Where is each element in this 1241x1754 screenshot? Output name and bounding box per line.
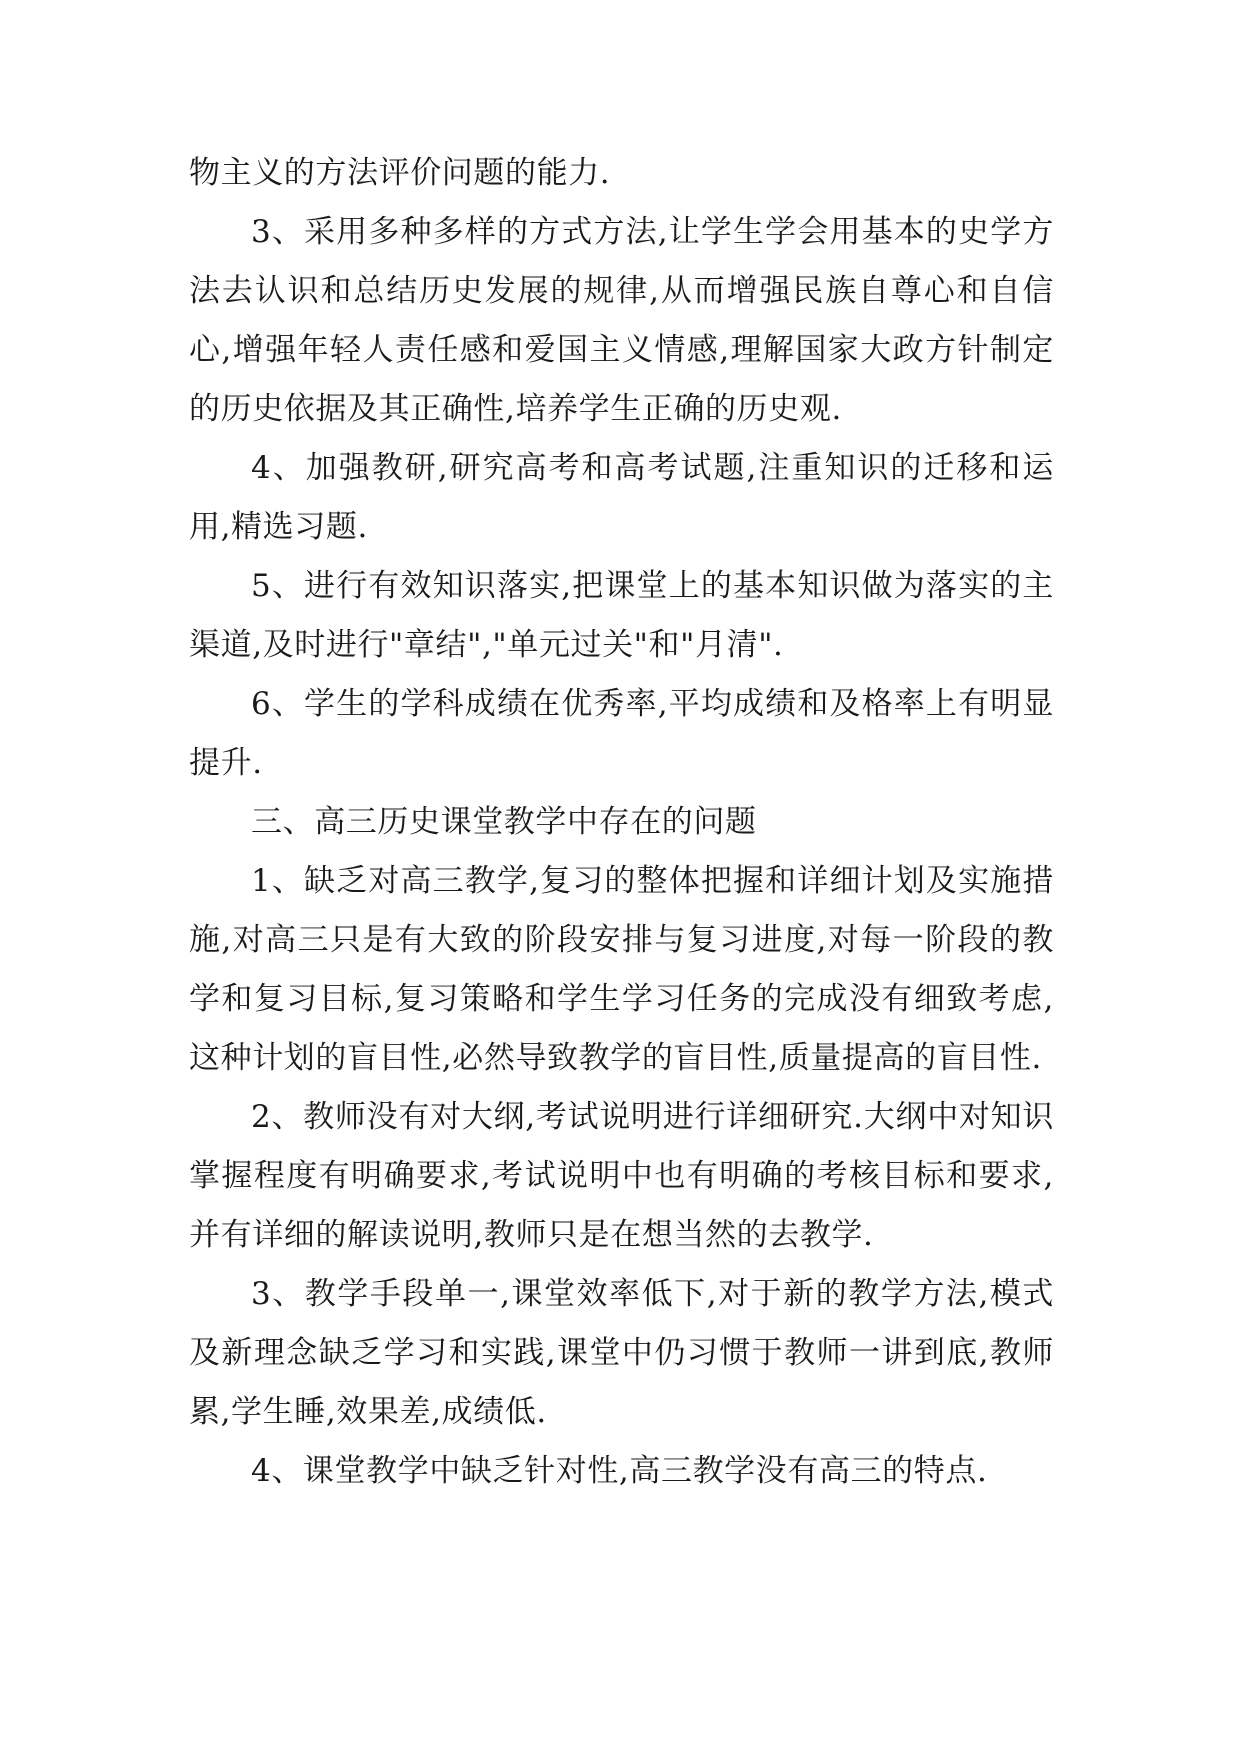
paragraph-problem-1: 1、缺乏对高三教学,复习的整体把握和详细计划及实施措施,对高三只是有大致的阶段安排与复习进度,对每一阶段的教学和复习目标,复习策略和学生学习任务的完成没有细致考虑,这种计划的盲目性,必然导致教学的盲目性,质量提高的盲目性. [189, 863, 1054, 1076]
paragraph-problem-4: 4、课堂教学中缺乏针对性,高三教学没有高三的特点. [251, 1453, 988, 1489]
paragraph-item-5-knowledge: 5、进行有效知识落实,把课堂上的基本知识做为落实的主渠道,及时进行"章结","单元过关"和"月清". [189, 568, 1054, 663]
paragraph-item-3-methods: 3、采用多种多样的方式方法,让学生学会用基本的史学方法去认识和总结历史发展的规律,从而增强民族自尊心和自信心,增强年轻人责任感和爱国主义情感,理解国家大政方针制定的历史依据及其正确性,培养学生正确的历史观. [189, 214, 1054, 427]
section-heading-problems: 三、高三历史课堂教学中存在的问题 [251, 804, 757, 840]
paragraph-problem-3: 3、教学手段单一,课堂效率低下,对于新的教学方法,模式及新理念缺乏学习和实践,课堂中仍习惯于教师一讲到底,教师累,学生睡,效果差,成绩低. [189, 1276, 1054, 1430]
paragraph-item-6-scores: 6、学生的学科成绩在优秀率,平均成绩和及格率上有明显提升. [189, 686, 1054, 781]
paragraph-continuation: 物主义的方法评价问题的能力. [189, 155, 611, 191]
paragraph-item-4-research: 4、加强教研,研究高考和高考试题,注重知识的迁移和运用,精选习题. [189, 450, 1054, 545]
document-body [189, 144, 1054, 1501]
paragraph-problem-2: 2、教师没有对大纲,考试说明进行详细研究.大纲中对知识掌握程度有明确要求,考试说明中也有明确的考核目标和要求,并有详细的解读说明,教师只是在想当然的去教学. [189, 1099, 1054, 1253]
